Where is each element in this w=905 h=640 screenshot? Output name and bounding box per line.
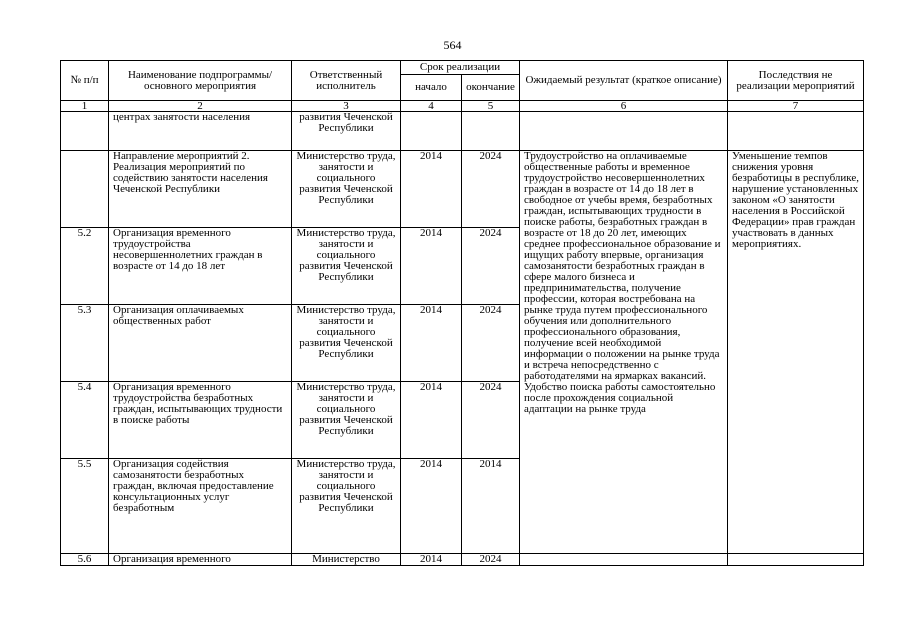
row-end: 2024 [462,554,520,566]
header-start: начало [401,75,462,101]
row-number: 5.5 [61,459,109,554]
column-number-row [61,101,864,112]
row-start: 2014 [401,305,462,382]
row-name: Организация оплачиваемых общественных работ [109,305,292,382]
result-cell-empty [520,554,728,566]
header-result: Ожидаемый результат (краткое описание) [520,61,728,101]
row-start: 2014 [401,554,462,566]
row-end: 2024 [462,228,520,305]
row-executor: развития Чеченской Республики [292,112,401,151]
row-name: центрах занятости населения [109,112,292,151]
row-executor: Министерство труда, занятости и социального развития Чеченской Республики [292,459,401,554]
row-executor: Министерство [292,554,401,566]
row-name: Организация временного трудоустройства несовершеннолетних граждан в возрасте от 14 до 18 лет [109,228,292,305]
table-row [61,112,864,151]
row-end [462,112,520,151]
row-number [61,112,109,151]
column-number: 1 [61,101,109,112]
result-cell-empty [520,112,728,151]
row-name: Организация временного [109,554,292,566]
row-name: Организация содействия самозанятости безработных граждан, включая предоставление консультационных услуг безработным [109,459,292,554]
row-end: 2024 [462,305,520,382]
row-executor: Министерство труда, занятости и социального развития Чеченской Республики [292,151,401,228]
row-start: 2014 [401,459,462,554]
program-table [60,60,864,566]
row-number: 5.3 [61,305,109,382]
header-consequence: Последствия не реализации мероприятий [728,61,864,101]
header-num: № п/п [61,61,109,101]
row-name: Направление мероприятий 2. Реализация мероприятий по содействию занятости населения Чеченской Республики [109,151,292,228]
header-end: окончание [462,75,520,101]
header-period: Срок реализации [401,61,520,75]
row-start [401,112,462,151]
column-number: 3 [292,101,401,112]
row-number: 5.2 [61,228,109,305]
row-end: 2024 [462,382,520,459]
row-start: 2014 [401,228,462,305]
row-start: 2014 [401,151,462,228]
column-number: 4 [401,101,462,112]
column-number: 2 [109,101,292,112]
expected-result: Трудоустройство на оплачиваемые общественные работы и временное трудоустройство несовершеннолетних граждан в возрасте от 14 до 18 лет в свободное от учебы время, безработных граждан, испытывающих трудности в поиске работы, безработных граждан в возрасте от 18 до 20 лет, имеющих среднее профессиональное образование и ищущих работу впервые, организация самозанятости безработных граждан в сфере малого бизнеса и предпринимательства, получение профессии, которая востребована на рынке труда путем профессионального обучения или дополнительного профессионального образования, получение всей необходимой информации о положении на рынке труда и встреча непосредственно с работодателями на ярмарках вакансий. Удобство поиска работы самостоятельно после прохождения социальной адаптации на рынке труда [520,151,728,554]
row-number: 5.4 [61,382,109,459]
row-name: Организация временного трудоустройства безработных граждан, испытывающих трудности в поиске работы [109,382,292,459]
row-number [61,151,109,228]
column-number: 6 [520,101,728,112]
consequences: Уменьшение темпов снижения уровня безработицы в республике, нарушение установленных законом «О занятости населения в Российской Федерации» прав граждан участвовать в данных мероприятиях. [728,151,864,554]
row-end: 2024 [462,151,520,228]
column-number: 5 [462,101,520,112]
header-executor: Ответственный исполнитель [292,61,401,101]
table-row [61,151,864,228]
row-end: 2014 [462,459,520,554]
consequence-cell-empty [728,112,864,151]
consequence-cell-empty [728,554,864,566]
row-number: 5.6 [61,554,109,566]
page-number: 564 [443,38,462,52]
header-name: Наименование подпрограммы/ основного мероприятия [109,61,292,101]
column-number: 7 [728,101,864,112]
row-executor: Министерство труда, занятости и социального развития Чеченской Республики [292,305,401,382]
row-start: 2014 [401,382,462,459]
row-executor: Министерство труда, занятости и социального развития Чеченской Республики [292,228,401,305]
table-row [61,554,864,566]
row-executor: Министерство труда, занятости и социального развития Чеченской Республики [292,382,401,459]
